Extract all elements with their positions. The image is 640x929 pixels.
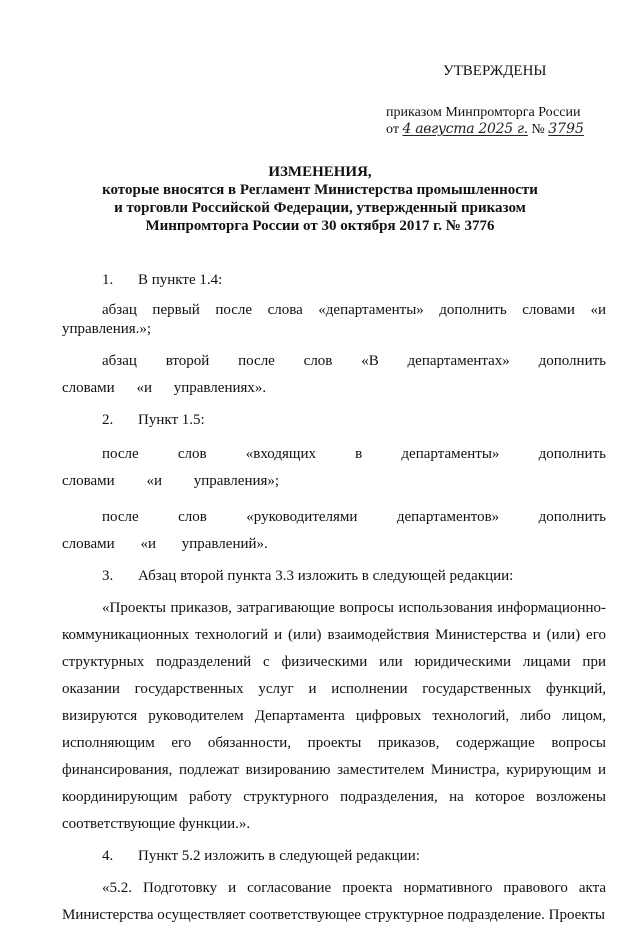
- paragraph: «5.2. Подготовку и согласование проекта нормативного правового акта Министерства осуществляет соответствующее структурное подразделение. Проекты: [62, 880, 606, 923]
- title-line-2: которые вносятся в Регламент Министерства промышленности: [102, 182, 538, 198]
- item-number: 3.: [102, 568, 114, 584]
- paragraph: после слов «руководителями департаментов» дополнить словами «и управлений».: [62, 509, 606, 552]
- item-number: 4.: [102, 848, 114, 864]
- item-heading-text: Абзац второй пункта 3.3 изложить в следующей редакции:: [138, 568, 514, 584]
- paragraph: абзац второй после слов «В департаментах» дополнить словами «и управлениях».: [62, 353, 606, 396]
- item-number: 1.: [102, 272, 114, 288]
- handwritten-number: 3795: [548, 121, 584, 137]
- item-heading-2: [62, 411, 606, 430]
- order-date-line: [386, 120, 584, 139]
- paragraph: после слов «входящих в департаменты» дополнить словами «и управления»;: [62, 446, 606, 489]
- item-heading-text: Пункт 1.5:: [138, 412, 205, 428]
- item-heading-text: В пункте 1.4:: [138, 272, 223, 288]
- approved-stamp-title: УТВЕРЖДЕНЫ: [443, 63, 547, 79]
- paragraph: «Проекты приказов, затрагивающие вопросы использования информационно-коммуникационных технологий и (или) взаимодействия Министерства и (или) его структурных подразделений с физическими или юридическими лицами при оказании государственных услуг и исполнении государственных функций, визируются руководителем Департамента цифровых технологий, либо лицом, исполняющим его обязанности, проекты приказов, содержащие вопросы финансирования, подлежат визированию заместителем Министра, курирующим и координирующим работу структурного подразделения, на которое возложены соответствующие функции.».: [62, 600, 606, 832]
- title-line-4: Минпромторга России от 30 октября 2017 г. № 3776: [145, 218, 495, 234]
- document-body: [62, 271, 606, 929]
- item-heading-3: [62, 567, 606, 586]
- item-heading-text: Пункт 5.2 изложить в следующей редакции:: [138, 848, 420, 864]
- document-title: [0, 163, 640, 235]
- date-prefix: от: [386, 122, 399, 137]
- order-reference: приказом Минпромторга России: [386, 105, 581, 120]
- item-heading-4: [62, 847, 606, 866]
- item-heading-1: [62, 271, 606, 290]
- handwritten-date: 4 августа 2025 г.: [402, 121, 528, 137]
- title-line-3: и торговли Российской Федерации, утвержденный приказом: [114, 200, 526, 216]
- item-number: 2.: [102, 412, 114, 428]
- paragraph: абзац первый после слова «департаменты» дополнить словами «и управления.»;: [62, 302, 606, 337]
- title-line-1: ИЗМЕНЕНИЯ,: [268, 164, 372, 180]
- number-prefix: №: [531, 122, 545, 137]
